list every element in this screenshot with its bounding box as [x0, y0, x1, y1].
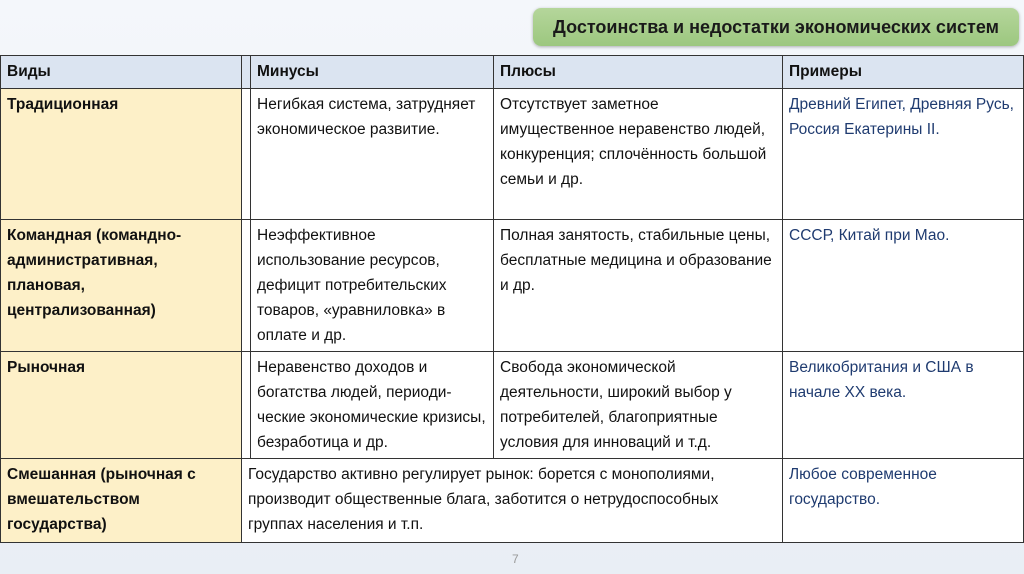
header-gap: [242, 56, 251, 89]
minus-cell: Негибкая система, затрудняет экономическое развитие.: [251, 89, 494, 220]
comparison-table: [0, 55, 1024, 543]
kind-cell: Смешанная (рыночная с вмешательством государства): [1, 459, 242, 543]
table-row: [1, 220, 1024, 352]
gap-cell: [242, 220, 251, 352]
gap-cell: [242, 89, 251, 220]
minus-cell: Неэффективное использование ресурсов, дефицит потребительских товаров, «уравниловка» в оплате и др.: [251, 220, 494, 352]
header-plus: Плюсы: [494, 56, 783, 89]
merged-cell: Государство активно регулирует рынок: борется с монополиями, производит общественные блага, заботится о нетрудоспособных группах населения и т.п.: [242, 459, 783, 543]
plus-cell: Свобода экономической деятельности, широкий выбор у потребителей, благоприятные условия для инноваций и т.д.: [494, 352, 783, 459]
header-minus: Минусы: [251, 56, 494, 89]
kind-cell: Командная (командно-административная, плановая, централизованная): [1, 220, 242, 352]
header-examples: Примеры: [783, 56, 1024, 89]
kind-cell: Рыночная: [1, 352, 242, 459]
examples-cell: Любое современное государство.: [783, 459, 1024, 543]
gap-cell: [242, 352, 251, 459]
minus-cell: Неравенство доходов и богатства людей, периоди-ческие экономические кризисы, безработица и др.: [251, 352, 494, 459]
examples-cell: Древний Египет, Древняя Русь, Россия Екатерины II.: [783, 89, 1024, 220]
plus-cell: Полная занятость, стабильные цены, бесплатные медицина и образование и др.: [494, 220, 783, 352]
slide-title: Достоинства и недостатки экономических систем: [533, 8, 1019, 46]
table-row: [1, 459, 1024, 543]
table-row: [1, 89, 1024, 220]
header-kind: Виды: [1, 56, 242, 89]
plus-cell: Отсутствует заметное имущественное неравенство людей, конкуренция; сплочённость большой семьи и др.: [494, 89, 783, 220]
kind-cell: Традиционная: [1, 89, 242, 220]
examples-cell: Великобритания и США в начале XX века.: [783, 352, 1024, 459]
page-number: 7: [512, 552, 519, 566]
table-row: [1, 352, 1024, 459]
table-header: [1, 56, 1024, 89]
examples-cell: СССР, Китай при Мао.: [783, 220, 1024, 352]
